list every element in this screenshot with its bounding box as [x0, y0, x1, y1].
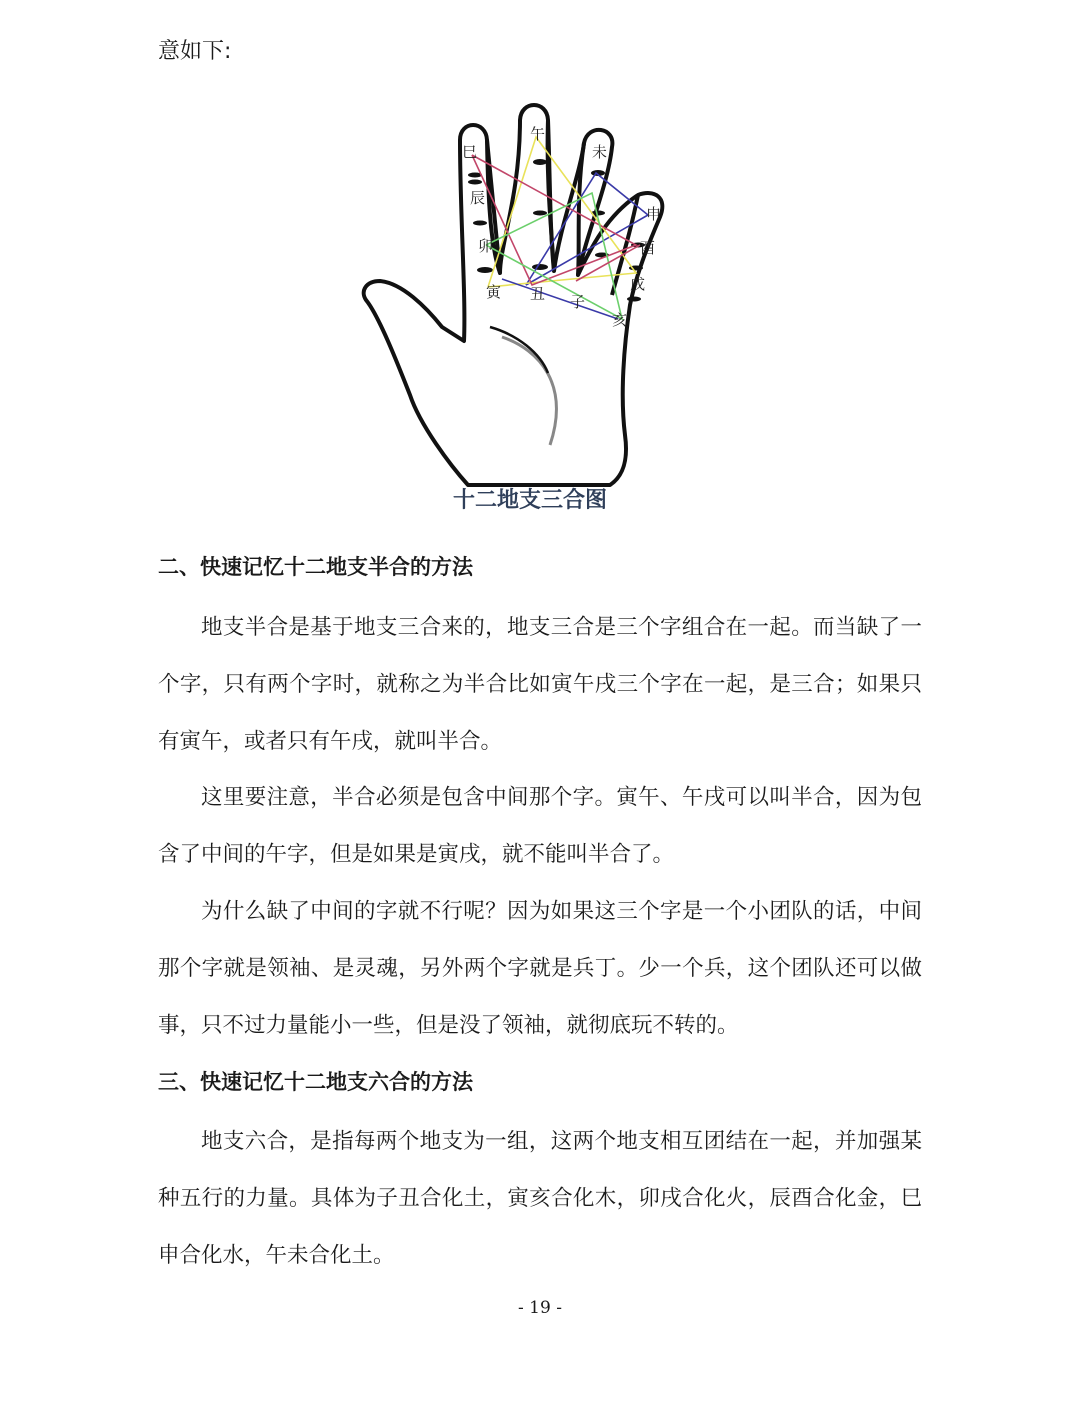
branch-wu: 午: [530, 125, 546, 143]
branch-xu: 戌: [630, 275, 646, 293]
branch-wei: 未: [592, 143, 608, 161]
branch-hai: 亥: [612, 311, 628, 329]
branch-chou: 丑: [530, 285, 546, 303]
intro-text: 意如下:: [158, 39, 232, 64]
branch-chen: 辰: [470, 189, 486, 207]
branch-yin: 寅: [486, 283, 502, 301]
branch-si: 巳: [462, 143, 478, 161]
section3-heading: 三、快速记忆十二地支六合的方法: [158, 1070, 473, 1094]
branch-shen: 申: [646, 205, 662, 223]
branch-you: 酉: [640, 239, 656, 257]
section2-paragraph-2: 这里要注意，半合必须是包含中间那个字。寅午、午戌可以叫半合，因为包含了中间的午字，但是如果是寅戌，就不能叫半合了。: [158, 785, 922, 867]
page-number: - 19 -: [518, 1298, 562, 1318]
section2-paragraph-1: 地支半合是基于地支三合来的，地支三合是三个字组合在一起。而当缺了一个字，只有两个字时，就称之为半合比如寅午戌三个字在一起，是三合；如果只有寅午，或者只有午戌，就叫半合。: [158, 615, 922, 754]
hand-diagram: [340, 95, 720, 525]
branch-zi: 子: [570, 293, 586, 311]
hand-outline: [364, 105, 663, 485]
hand-illustration: [340, 95, 720, 515]
section3-paragraph-1: 地支六合，是指每两个地支为一组，这两个地支相互团结在一起，并加强某种五行的力量。具体为子丑合化土，寅亥合化木，卯戌合化火，辰酉合化金，巳申合化水，午未合化土。: [158, 1129, 922, 1268]
figure-caption: 十二地支三合图: [452, 487, 607, 513]
branch-mao: 卯: [478, 237, 494, 255]
section2-heading: 二、快速记忆十二地支半合的方法: [158, 555, 473, 579]
section2-paragraph-3: 为什么缺了中间的字就不行呢？因为如果这三个字是一个小团队的话，中间那个字就是领袖、是灵魂，另外两个字就是兵丁。少一个兵，这个团队还可以做事，只不过力量能小一些，但是没了领袖，就彻底玩不转的。: [158, 899, 922, 1038]
